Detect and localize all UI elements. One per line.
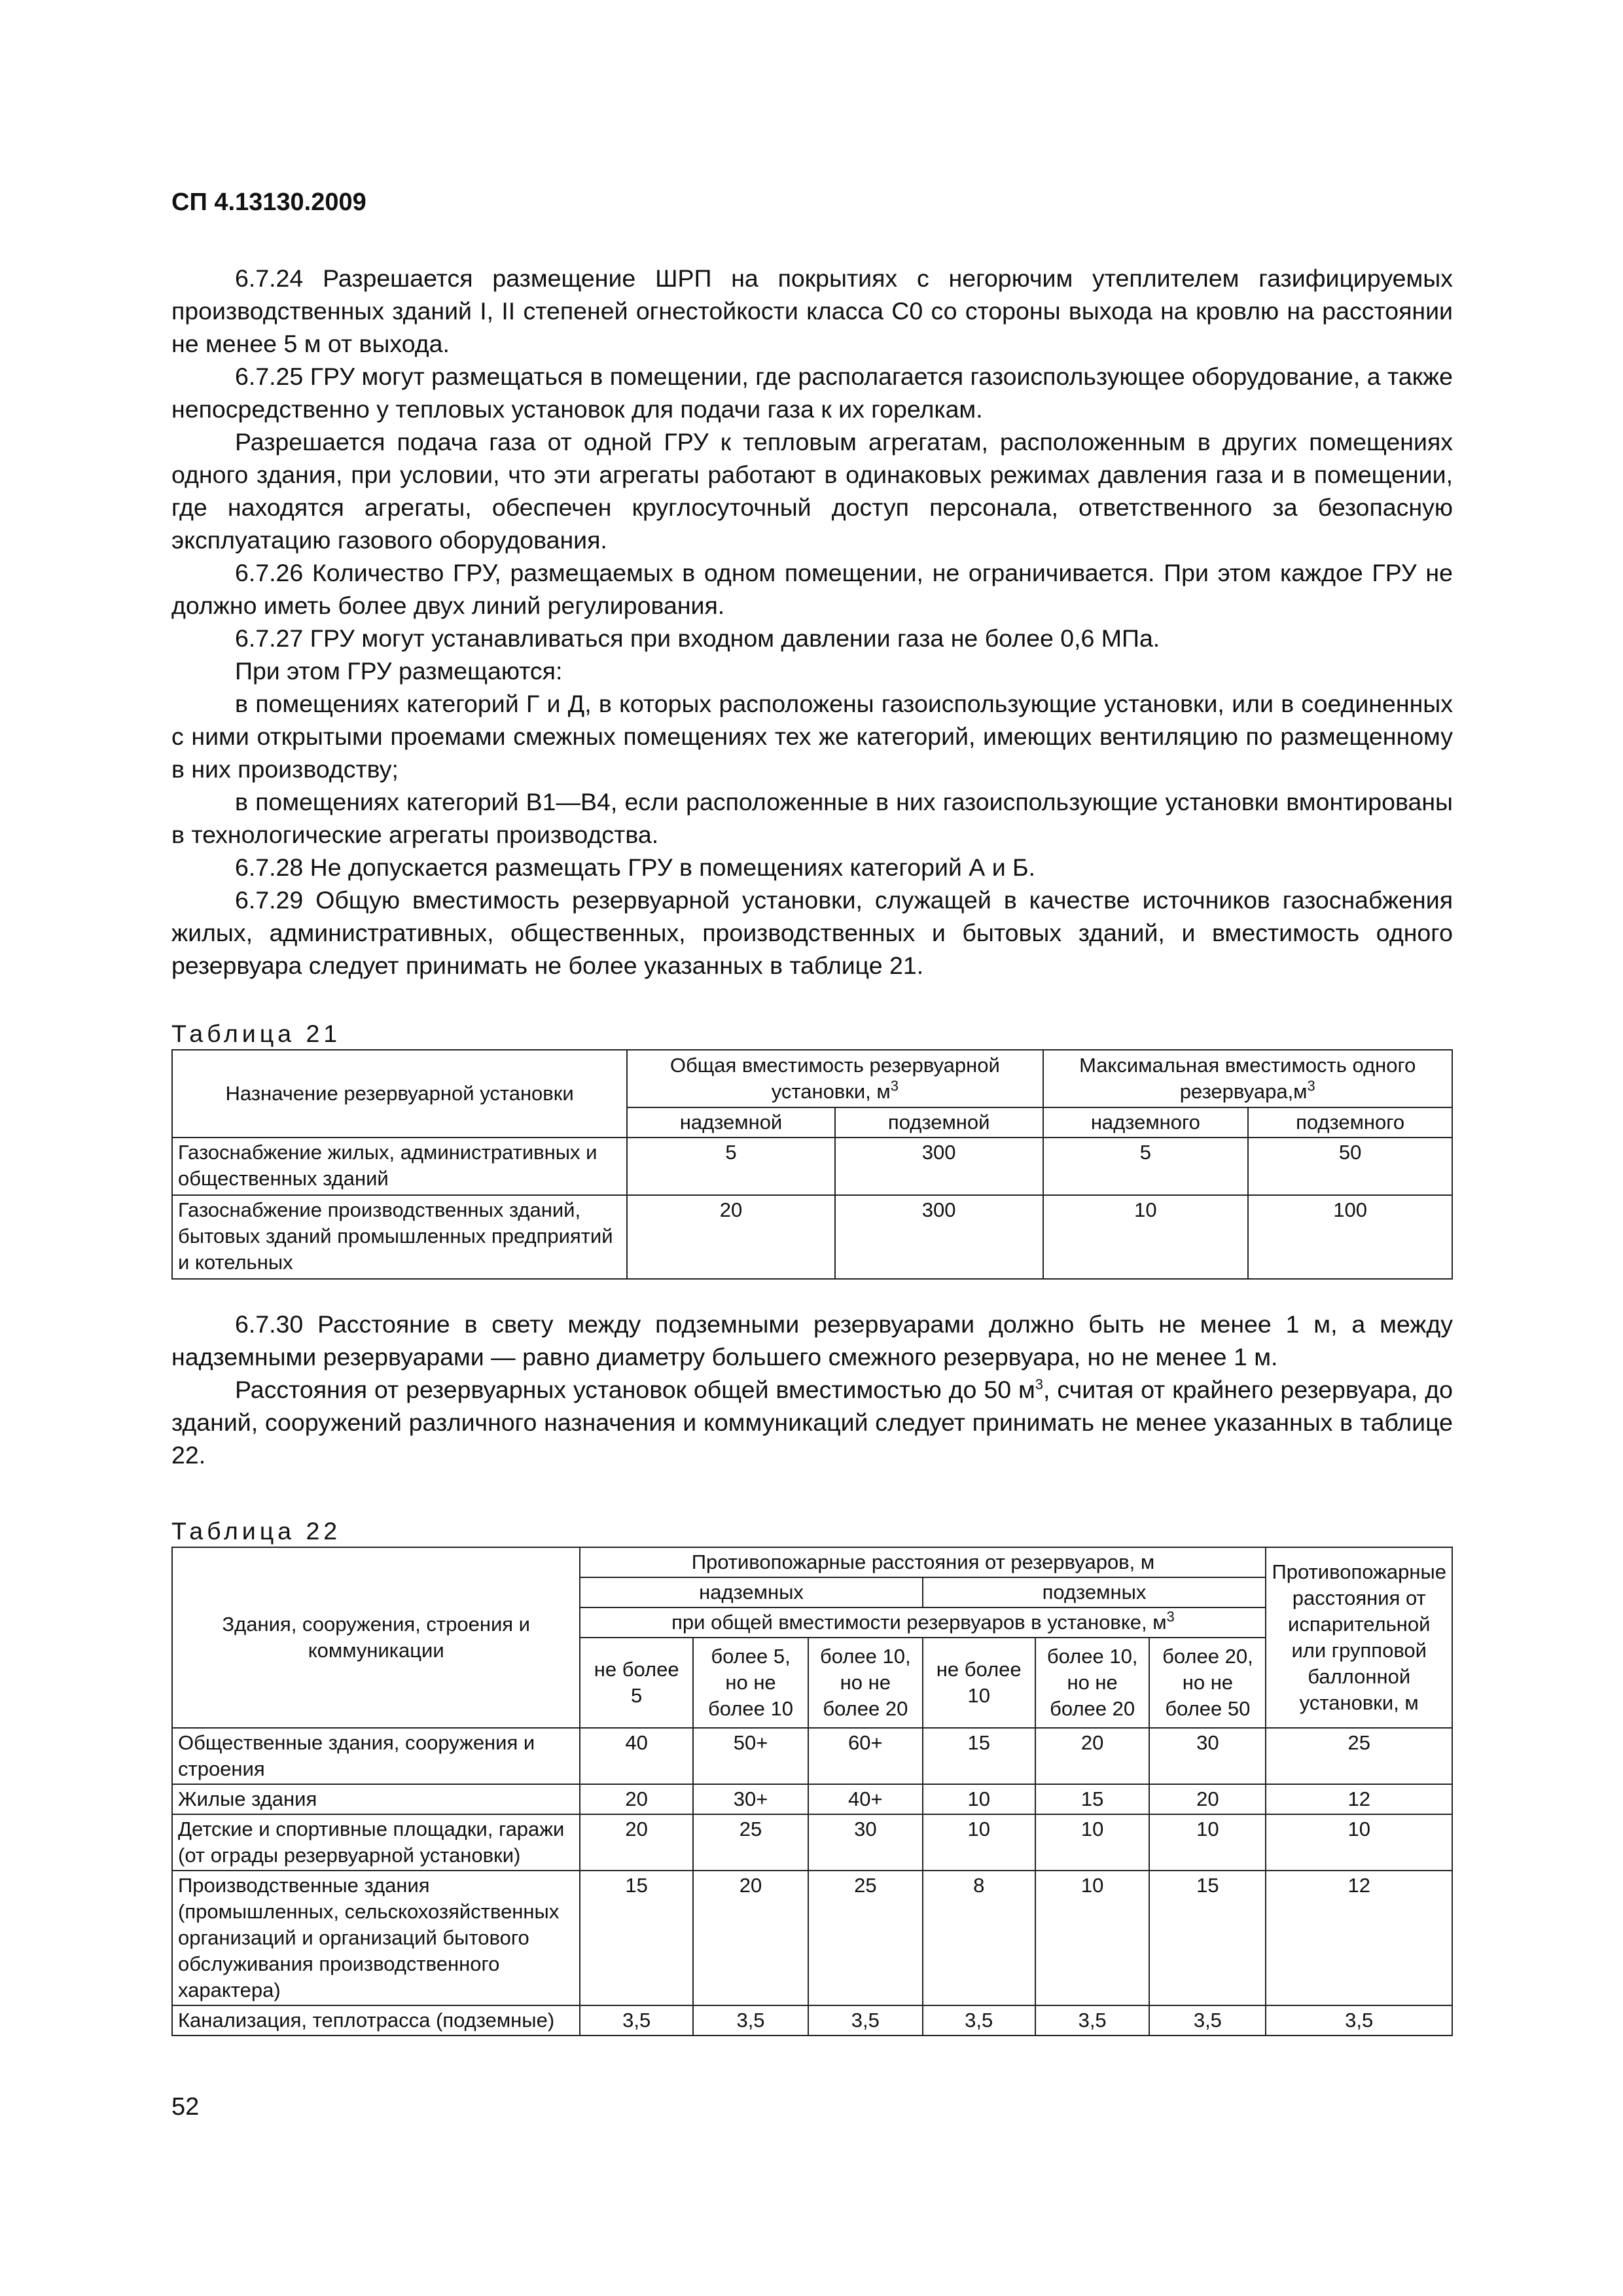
table-22-header-evaporator: Противопожарные расстояния от испарительной или групповой баллонной установки, м xyxy=(1266,1547,1452,1728)
table-22-header-above-ground: надземных xyxy=(580,1577,922,1607)
table-row xyxy=(172,1871,1452,2005)
table-22-cell: 60+ xyxy=(808,1728,922,1784)
page-number: 52 xyxy=(171,2093,200,2121)
table-21-cell: 5 xyxy=(1043,1138,1249,1195)
table-22-cell: 15 xyxy=(1035,1784,1149,1814)
table-22-cell: 25 xyxy=(1266,1728,1452,1784)
table-22-cell: 40 xyxy=(580,1728,692,1784)
table-22-caption: Таблица 22 xyxy=(171,1517,342,1545)
table-22-subheader: не более 10 xyxy=(923,1638,1035,1728)
paragraph: Разрешается подача газа от одной ГРУ к тепловым агрегатам, расположенным в других помещениях одного здания, при условии, что эти агрегаты работают в одинаковых режимах давления газа и в помещении, где находятся агрегаты, обеспечен круглосуточный доступ персонала, ответственного за безопасную эксплуатацию газового оборудования. xyxy=(171,428,1453,554)
table-22-cell: 3,5 xyxy=(923,2005,1035,2036)
table-22-cell: 20 xyxy=(1149,1784,1266,1814)
table-21-cell: 300 xyxy=(835,1138,1043,1195)
table-22-cell: 10 xyxy=(1149,1814,1266,1871)
table-21-caption: Таблица 21 xyxy=(171,1020,342,1047)
body-text-after-table-21 xyxy=(171,1308,1453,1471)
table-21-cell: 10 xyxy=(1043,1195,1249,1279)
table-22-cell: 3,5 xyxy=(808,2005,922,2036)
table-22-row-label: Жилые здания xyxy=(172,1784,580,1814)
table-21-subheader: подземного xyxy=(1248,1107,1452,1138)
table-22-cell: 12 xyxy=(1266,1784,1452,1814)
table-22-cell: 3,5 xyxy=(1035,2005,1149,2036)
table-22-cell: 3,5 xyxy=(693,2005,808,2036)
table-21-block xyxy=(171,1020,1453,1280)
table-22-cell: 20 xyxy=(693,1871,808,2005)
table-22-cell: 25 xyxy=(808,1871,922,2005)
table-row xyxy=(172,1814,1452,1871)
table-21-header-total: Общая вместимость резервуарной установки, $м^3$ xyxy=(627,1050,1043,1107)
table-22-cell: 25 xyxy=(693,1814,808,1871)
table-21-cell: 100 xyxy=(1248,1195,1452,1279)
table-row xyxy=(172,1728,1452,1784)
table-row xyxy=(172,1784,1452,1814)
table-22-cell: 20 xyxy=(1035,1728,1149,1784)
paragraph: 6.7.27 ГРУ могут устанавливаться при входном давлении газа не более 0,6 МПа. xyxy=(235,624,1160,652)
table-22-subheader: более 10, но не более 20 xyxy=(808,1638,922,1728)
table-22-header-building: Здания, сооружения, строения и коммуникации xyxy=(172,1547,580,1728)
table-22-cell: 40+ xyxy=(808,1784,922,1814)
table-22-cell: 3,5 xyxy=(1149,2005,1266,2036)
table-22-row-label: Общественные здания, сооружения и строения xyxy=(172,1728,580,1784)
table-22-cell: 8 xyxy=(923,1871,1035,2005)
paragraph: в помещениях категорий В1—В4, если расположенные в них газоиспользующие установки вмонтированы в технологические агрегаты производства. xyxy=(171,788,1453,848)
table-22-subheader: более 5, но не более 10 xyxy=(693,1638,808,1728)
table-22-cell: 20 xyxy=(580,1814,692,1871)
table-22-cell: 20 xyxy=(580,1784,692,1814)
table-21-header-purpose: Назначение резервуарной установки xyxy=(172,1050,627,1138)
table-21-header-single: Максимальная вместимость одного $резервуара,м^3$ xyxy=(1043,1050,1452,1107)
table-22-cell: 15 xyxy=(923,1728,1035,1784)
paragraph: 6.7.26 Количество ГРУ, размещаемых в одном помещении, не ограничивается. При этом каждое ГРУ не должно иметь более двух линий регулирования. xyxy=(171,559,1453,619)
body-text xyxy=(171,262,1453,982)
document-code: СП 4.13130.2009 xyxy=(171,188,366,216)
table-22-cell: 15 xyxy=(580,1871,692,2005)
table-22-cell: 12 xyxy=(1266,1871,1452,2005)
paragraph: При этом ГРУ размещаются: xyxy=(235,657,563,685)
table-21-cell: 300 xyxy=(835,1195,1043,1279)
table-row xyxy=(172,2005,1452,2036)
table-22-cell: 10 xyxy=(1266,1814,1452,1871)
table-22 xyxy=(171,1547,1453,2036)
table-21-cell: 5 xyxy=(627,1138,835,1195)
paragraph: 6.7.29 Общую вместимость резервуарной установки, служащей в качестве источников газоснабжения жилых, административных, общественных, производственных и бытовых зданий, и вместимость одного резервуара следует принимать не более указанных в таблице 21. xyxy=(171,886,1453,979)
paragraph: Расстояния от резервуарных установок общей вместимостью до 50 $м^3$, считая от крайнего резервуара, до зданий, сооружений различного назначения и коммуникаций следует принимать не менее указанных в таблице 22. xyxy=(171,1376,1453,1469)
table-21 xyxy=(171,1049,1453,1280)
table-22-header-fire-distances: Противопожарные расстояния от резервуаров, м xyxy=(580,1547,1266,1577)
table-22-cell: 30+ xyxy=(693,1784,808,1814)
table-22-header-capacity: при общей вместимости резервуаров в установке, $м^3$ xyxy=(580,1607,1266,1638)
paragraph: 6.7.25 ГРУ могут размещаться в помещении, где располагается газоиспользующее оборудование, а также непосредственно у тепловых установок для подачи газа к их горелкам. xyxy=(171,363,1453,423)
table-21-row-label: Газоснабжение жилых, административных и общественных зданий xyxy=(172,1138,627,1195)
table-21-subheader: подземной xyxy=(835,1107,1043,1138)
table-22-block xyxy=(171,1517,1453,2036)
table-22-cell: 3,5 xyxy=(1266,2005,1452,2036)
table-22-subheader: не более 5 xyxy=(580,1638,692,1728)
table-22-cell: 10 xyxy=(923,1814,1035,1871)
paragraph: 6.7.28 Не допускается размещать ГРУ в помещениях категорий А и Б. xyxy=(235,853,1036,881)
table-22-subheader: более 10, но не более 20 xyxy=(1035,1638,1149,1728)
paragraph: 6.7.24 Разрешается размещение ШРП на покрытиях с негорючим утеплителем газифицируемых производственных зданий I, II степеней огнестойкости класса С0 со стороны выхода на кровлю на расстоянии не менее 5 м от выхода. xyxy=(171,264,1453,357)
table-22-row-label: Канализация, теплотрасса (подземные) xyxy=(172,2005,580,2036)
table-21-cell: 20 xyxy=(627,1195,835,1279)
table-21-row-label: Газоснабжение производственных зданий, бытовых зданий промышленных предприятий и котельных xyxy=(172,1195,627,1279)
table-22-cell: 30 xyxy=(808,1814,922,1871)
table-row xyxy=(172,1195,1452,1279)
table-22-cell: 10 xyxy=(1035,1814,1149,1871)
table-22-row-label: Производственные здания (промышленных, сельскохозяйственных организаций и организаций бытового обслуживания производственного характера) xyxy=(172,1871,580,2005)
table-22-cell: 30 xyxy=(1149,1728,1266,1784)
table-row xyxy=(172,1138,1452,1195)
paragraph: 6.7.30 Расстояние в свету между подземными резервуарами должно быть не менее 1 м, а между надземными резервуарами — равно диаметру большего смежного резервуара, но не менее 1 м. xyxy=(171,1310,1453,1371)
table-21-subheader: надземного xyxy=(1043,1107,1249,1138)
table-22-cell: 3,5 xyxy=(580,2005,692,2036)
table-22-subheader: более 20, но не более 50 xyxy=(1149,1638,1266,1728)
table-21-cell: 50 xyxy=(1248,1138,1452,1195)
table-22-cell: 10 xyxy=(923,1784,1035,1814)
table-21-subheader: надземной xyxy=(627,1107,835,1138)
table-22-cell: 10 xyxy=(1035,1871,1149,2005)
table-22-cell: 50+ xyxy=(693,1728,808,1784)
table-22-cell: 15 xyxy=(1149,1871,1266,2005)
paragraph: в помещениях категорий Г и Д, в которых расположены газоиспользующие установки, или в соединенных с ними открытыми проемами смежных помещениях тех же категорий, имеющих вентиляцию по размещенному в них производству; xyxy=(171,690,1453,783)
table-22-row-label: Детские и спортивные площадки, гаражи (от ограды резервуарной установки) xyxy=(172,1814,580,1871)
table-22-header-underground: подземных xyxy=(923,1577,1266,1607)
